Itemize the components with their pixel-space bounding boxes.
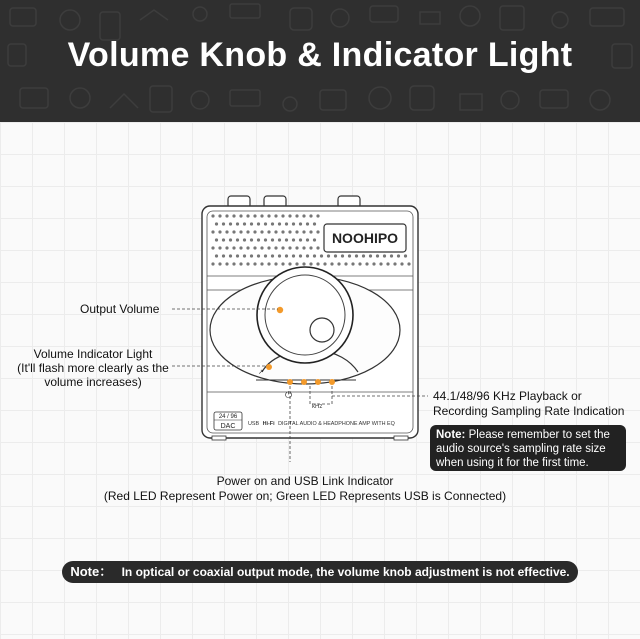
grille-hole <box>372 262 375 265</box>
grille-hole <box>215 254 218 257</box>
grille-hole <box>288 230 291 233</box>
grille-hole <box>257 238 260 241</box>
grille-hole <box>253 230 256 233</box>
grille-hole <box>260 214 263 217</box>
grille-hole <box>327 254 330 257</box>
grille-hole <box>253 262 256 265</box>
grille-hole <box>292 222 295 225</box>
grille-hole <box>211 214 214 217</box>
grille-hole <box>302 246 305 249</box>
grille-hole <box>232 230 235 233</box>
grille-hole <box>271 254 274 257</box>
grille-hole <box>246 246 249 249</box>
rate-led-44 <box>301 379 307 385</box>
grille-hole <box>229 238 232 241</box>
grille-hole <box>260 230 263 233</box>
grille-hole <box>316 246 319 249</box>
volume-knob <box>257 267 353 363</box>
grille-hole <box>232 214 235 217</box>
grille-hole <box>309 262 312 265</box>
khz-label: kHz <box>312 404 323 410</box>
grille-hole <box>316 230 319 233</box>
grille-hole <box>281 230 284 233</box>
grille-hole <box>362 254 365 257</box>
sampling-rate-label <box>433 389 624 419</box>
grille-hole <box>222 222 225 225</box>
grille-hole <box>334 254 337 257</box>
grille-hole <box>211 246 214 249</box>
footer-note-bar <box>62 561 578 583</box>
rate-led-48 <box>315 379 321 385</box>
power-usb-label-line2: (Red LED Represent Power on; Green LED Represents USB is Connected) <box>103 489 507 503</box>
grille-hole <box>323 262 326 265</box>
grille-hole <box>379 262 382 265</box>
grille-hole <box>313 254 316 257</box>
power-usb-label-line1: Power on and USB Link Indicator <box>216 474 394 488</box>
grille-hole <box>278 254 281 257</box>
grille-hole <box>369 254 372 257</box>
grille-hole <box>302 262 305 265</box>
grille-hole <box>355 254 358 257</box>
grille-hole <box>309 214 312 217</box>
sampling-note-tag: Note: <box>436 429 466 441</box>
footer-note-tag: Note： <box>70 564 113 579</box>
grille-hole <box>225 246 228 249</box>
grille-hole <box>267 262 270 265</box>
grille-hole <box>365 262 368 265</box>
grille-hole <box>376 254 379 257</box>
grille-hole <box>218 214 221 217</box>
grille-hole <box>285 254 288 257</box>
grille-hole <box>274 246 277 249</box>
grille-hole <box>260 262 263 265</box>
grille-hole <box>267 246 270 249</box>
grille-hole <box>393 262 396 265</box>
power-usb-led <box>287 379 293 385</box>
grille-hole <box>232 246 235 249</box>
grille-hole <box>404 254 407 257</box>
volume-indicator-label-line2: (It'll flash more clearly as the <box>17 361 169 375</box>
grille-hole <box>246 230 249 233</box>
grille-hole <box>215 222 218 225</box>
grille-hole <box>288 214 291 217</box>
grille-hole <box>250 254 253 257</box>
sampling-rate-label-line1: 44.1/48/96 KHz Playback or <box>433 389 582 403</box>
grille-hole <box>264 254 267 257</box>
grille-hole <box>386 262 389 265</box>
grille-hole <box>267 214 270 217</box>
device-caption: USB Hi-Fi DIGITAL AUDIO & HEADPHONE AMP WITH EQ <box>248 421 395 427</box>
grille-hole <box>351 262 354 265</box>
grille-hole <box>306 222 309 225</box>
volume-indicator-label-line3: volume increases) <box>44 375 142 389</box>
grille-hole <box>281 214 284 217</box>
grille-hole <box>243 238 246 241</box>
grille-hole <box>309 230 312 233</box>
grille-hole <box>407 262 410 265</box>
grille-hole <box>239 262 242 265</box>
grille-hole <box>320 254 323 257</box>
grille-hole <box>250 222 253 225</box>
grille-hole <box>246 262 249 265</box>
grille-hole <box>285 238 288 241</box>
grille-hole <box>257 254 260 257</box>
dac-badge-bottom: DAC <box>220 423 236 430</box>
grille-hole <box>239 230 242 233</box>
page-title: Volume Knob & Indicator Light <box>67 36 573 74</box>
grille-hole <box>257 222 260 225</box>
grille-hole <box>264 222 267 225</box>
grille-hole <box>253 214 256 217</box>
grille-hole <box>330 262 333 265</box>
grille-hole <box>344 262 347 265</box>
grille-hole <box>306 254 309 257</box>
dac-badge-top: 24 / 96 <box>218 414 238 420</box>
grille-hole <box>222 238 225 241</box>
grille-hole <box>243 254 246 257</box>
grille-hole <box>253 246 256 249</box>
grille-hole <box>236 238 239 241</box>
grille-hole <box>218 230 221 233</box>
grille-hole <box>278 222 281 225</box>
grille-hole <box>341 254 344 257</box>
grille-hole <box>239 214 242 217</box>
grille-hole <box>299 222 302 225</box>
power-symbol: ⏻ <box>285 390 293 400</box>
power-usb-label <box>60 474 550 504</box>
sampling-note-text: Please remember to set the audio source's sampling rate size when using it for the first time. <box>436 429 610 469</box>
grille-hole <box>302 230 305 233</box>
grille-hole <box>285 222 288 225</box>
grille-hole <box>236 222 239 225</box>
grille-hole <box>222 254 225 257</box>
grille-hole <box>299 238 302 241</box>
grille-hole <box>302 214 305 217</box>
grille-hole <box>229 222 232 225</box>
grille-hole <box>232 262 235 265</box>
volume-indicator-label-line1: Volume Indicator Light <box>33 347 153 361</box>
output-volume-label: Output Volume <box>80 302 160 316</box>
grille-hole <box>397 254 400 257</box>
grille-hole <box>295 246 298 249</box>
grille-hole <box>292 254 295 257</box>
grille-hole <box>358 262 361 265</box>
knob-volume-dot <box>277 307 283 313</box>
grille-hole <box>274 214 277 217</box>
grille-hole <box>278 238 281 241</box>
brand-logo: NOOHIPO <box>331 230 399 246</box>
grille-hole <box>250 238 253 241</box>
grille-hole <box>299 254 302 257</box>
grille-hole <box>218 262 221 265</box>
grille-hole <box>316 214 319 217</box>
grille-hole <box>400 262 403 265</box>
grille-hole <box>267 230 270 233</box>
grille-hole <box>236 254 239 257</box>
volume-symbol: ↗ <box>258 369 264 376</box>
grille-hole <box>211 262 214 265</box>
grille-hole <box>295 214 298 217</box>
grille-hole <box>390 254 393 257</box>
grille-hole <box>271 222 274 225</box>
grille-hole <box>281 262 284 265</box>
grille-hole <box>274 230 277 233</box>
sampling-note-box <box>430 425 626 471</box>
grille-hole <box>306 238 309 241</box>
grille-hole <box>292 238 295 241</box>
grille-hole <box>211 230 214 233</box>
rate-led-96 <box>329 379 335 385</box>
grille-hole <box>288 246 291 249</box>
grille-hole <box>215 238 218 241</box>
grille-hole <box>246 214 249 217</box>
sampling-rate-label-line2: Recording Sampling Rate Indication <box>433 404 625 418</box>
grille-hole <box>295 230 298 233</box>
grille-hole <box>281 246 284 249</box>
grille-hole <box>264 238 267 241</box>
grille-hole <box>309 246 312 249</box>
grille-hole <box>239 246 242 249</box>
volume-indicator-label <box>0 347 186 389</box>
grille-hole <box>288 262 291 265</box>
footer-note-text: In optical or coaxial output mode, the volume knob adjustment is not effective. <box>121 565 570 579</box>
grille-hole <box>218 246 221 249</box>
grille-hole <box>313 222 316 225</box>
grille-hole <box>243 222 246 225</box>
grille-hole <box>337 262 340 265</box>
grille-hole <box>295 262 298 265</box>
grille-hole <box>229 254 232 257</box>
grille-hole <box>383 254 386 257</box>
grille-hole <box>316 262 319 265</box>
volume-indicator-led <box>266 364 272 370</box>
grille-hole <box>225 230 228 233</box>
grille-hole <box>274 262 277 265</box>
grille-hole <box>260 246 263 249</box>
grille-hole <box>225 262 228 265</box>
grille-hole <box>271 238 274 241</box>
grille-hole <box>225 214 228 217</box>
grille-hole <box>313 238 316 241</box>
grille-hole <box>348 254 351 257</box>
